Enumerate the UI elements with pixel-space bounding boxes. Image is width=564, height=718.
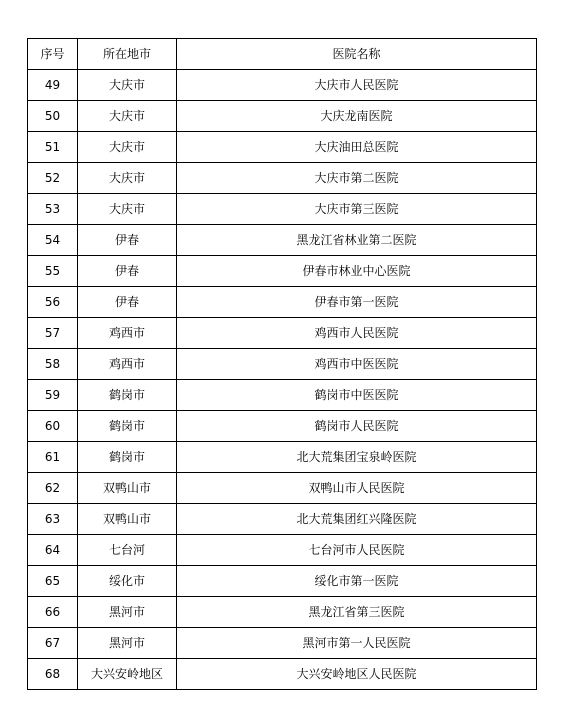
row-hospital: 伊春市第一医院: [177, 287, 537, 318]
row-hospital: 鸡西市人民医院: [177, 318, 537, 349]
row-index: 62: [28, 473, 78, 504]
row-hospital: 北大荒集团宝泉岭医院: [177, 442, 537, 473]
row-city: 七台河: [78, 535, 177, 566]
table-row: [28, 318, 537, 349]
row-index: 54: [28, 225, 78, 256]
table-row: [28, 132, 537, 163]
row-hospital: 黑龙江省第三医院: [177, 597, 537, 628]
table-row: [28, 659, 537, 690]
table-row: [28, 597, 537, 628]
row-hospital: 双鸭山市人民医院: [177, 473, 537, 504]
row-hospital: 绥化市第一医院: [177, 566, 537, 597]
row-index: 59: [28, 380, 78, 411]
row-city: 鹤岗市: [78, 442, 177, 473]
row-index: 55: [28, 256, 78, 287]
row-hospital: 大庆市第三医院: [177, 194, 537, 225]
table-row: [28, 194, 537, 225]
row-index: 56: [28, 287, 78, 318]
row-index: 58: [28, 349, 78, 380]
row-city: 黑河市: [78, 597, 177, 628]
row-index: 67: [28, 628, 78, 659]
row-city: 绥化市: [78, 566, 177, 597]
row-index: 68: [28, 659, 78, 690]
row-hospital: 北大荒集团红兴隆医院: [177, 504, 537, 535]
hospital-table-container: [27, 38, 536, 690]
header-index: 序号: [28, 39, 78, 70]
row-index: 65: [28, 566, 78, 597]
row-hospital: 大庆市人民医院: [177, 70, 537, 101]
row-city: 大庆市: [78, 132, 177, 163]
row-city: 伊春: [78, 287, 177, 318]
table-row: [28, 287, 537, 318]
row-hospital: 鹤岗市人民医院: [177, 411, 537, 442]
row-city: 鸡西市: [78, 349, 177, 380]
table-header-row: [28, 39, 537, 70]
row-hospital: 大兴安岭地区人民医院: [177, 659, 537, 690]
row-index: 63: [28, 504, 78, 535]
row-index: 66: [28, 597, 78, 628]
row-city: 伊春: [78, 225, 177, 256]
row-index: 64: [28, 535, 78, 566]
row-hospital: 伊春市林业中心医院: [177, 256, 537, 287]
header-hospital: 医院名称: [177, 39, 537, 70]
table-row: [28, 163, 537, 194]
row-index: 53: [28, 194, 78, 225]
table-body: [28, 70, 537, 690]
table-row: [28, 504, 537, 535]
header-city: 所在地市: [78, 39, 177, 70]
row-index: 60: [28, 411, 78, 442]
row-city: 鹤岗市: [78, 411, 177, 442]
row-hospital: 七台河市人民医院: [177, 535, 537, 566]
row-city: 双鸭山市: [78, 504, 177, 535]
row-city: 鸡西市: [78, 318, 177, 349]
table-row: [28, 225, 537, 256]
row-index: 52: [28, 163, 78, 194]
table-row: [28, 380, 537, 411]
table-row: [28, 566, 537, 597]
table-row: [28, 442, 537, 473]
table-row: [28, 101, 537, 132]
row-hospital: 大庆市第二医院: [177, 163, 537, 194]
row-hospital: 鸡西市中医医院: [177, 349, 537, 380]
row-hospital: 黑龙江省林业第二医院: [177, 225, 537, 256]
row-city: 黑河市: [78, 628, 177, 659]
row-city: 鹤岗市: [78, 380, 177, 411]
table-row: [28, 256, 537, 287]
row-index: 61: [28, 442, 78, 473]
table-row: [28, 70, 537, 101]
table-row: [28, 628, 537, 659]
row-city: 大庆市: [78, 163, 177, 194]
row-city: 双鸭山市: [78, 473, 177, 504]
row-index: 51: [28, 132, 78, 163]
row-city: 大庆市: [78, 194, 177, 225]
row-hospital: 大庆龙南医院: [177, 101, 537, 132]
row-city: 伊春: [78, 256, 177, 287]
row-hospital: 黑河市第一人民医院: [177, 628, 537, 659]
table-row: [28, 535, 537, 566]
row-city: 大庆市: [78, 70, 177, 101]
row-city: 大兴安岭地区: [78, 659, 177, 690]
table-row: [28, 349, 537, 380]
table-row: [28, 473, 537, 504]
row-index: 49: [28, 70, 78, 101]
row-hospital: 鹤岗市中医医院: [177, 380, 537, 411]
row-index: 57: [28, 318, 78, 349]
row-hospital: 大庆油田总医院: [177, 132, 537, 163]
hospital-table: [27, 38, 537, 690]
row-city: 大庆市: [78, 101, 177, 132]
table-row: [28, 411, 537, 442]
row-index: 50: [28, 101, 78, 132]
